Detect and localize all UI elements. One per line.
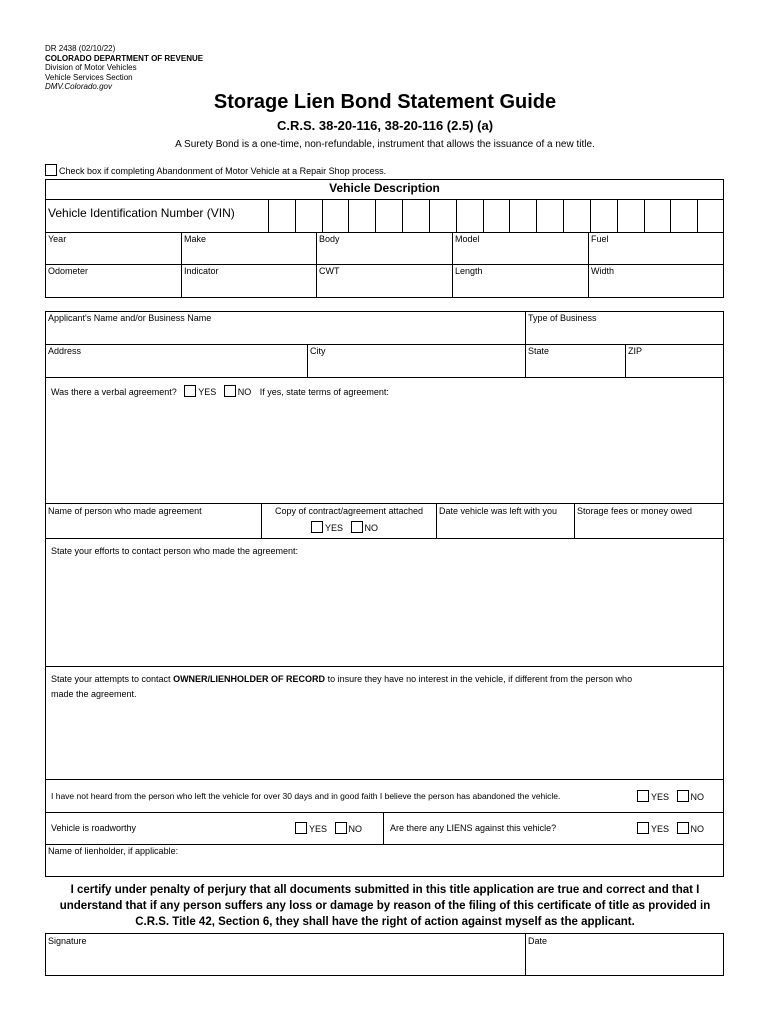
verbal-no-label: NO: [237, 387, 252, 397]
roadworthy-no-checkbox[interactable]: [335, 822, 347, 834]
applicant-name-field[interactable]: Applicant's Name and/or Business Name: [48, 313, 212, 323]
abandonment-checkbox[interactable]: [45, 164, 57, 176]
odometer-field[interactable]: Odometer: [48, 266, 89, 276]
form-number: DR 2438 (02/10/22): [45, 44, 116, 53]
cwt-field[interactable]: CWT: [319, 266, 340, 276]
liens-no-checkbox[interactable]: [677, 822, 689, 834]
agreement-person-field[interactable]: Name of person who made agreement: [48, 506, 202, 516]
vin-input[interactable]: [268, 199, 724, 232]
verbal-yes-checkbox[interactable]: [184, 385, 196, 397]
vin-character-cell[interactable]: [295, 199, 322, 232]
department-name: COLORADO DEPARTMENT OF REVENUE: [45, 53, 204, 63]
fuel-field[interactable]: Fuel: [591, 234, 609, 244]
vin-character-cell[interactable]: [375, 199, 402, 232]
signature-field[interactable]: Signature: [48, 936, 87, 946]
roadworthy-label: Vehicle is roadworthy: [51, 823, 137, 833]
verbal-yes-label: YES: [198, 387, 217, 397]
vin-character-cell[interactable]: [483, 199, 510, 232]
roadworthy-options: [295, 822, 362, 834]
contract-no-checkbox[interactable]: [351, 521, 363, 533]
vin-character-cell[interactable]: [268, 199, 295, 232]
division-name: Division of Motor Vehicles: [45, 63, 137, 72]
owner-attempts-prefix: State your attempts to contact: [51, 674, 174, 684]
roadworthy-yes-checkbox[interactable]: [295, 822, 307, 834]
contract-no-label: NO: [364, 523, 379, 533]
page-subtitle: C.R.S. 38-20-116, 38-20-116 (2.5) (a): [276, 118, 494, 133]
width-field[interactable]: Width: [591, 266, 615, 276]
liens-yes-label: YES: [651, 824, 670, 834]
vin-character-cell[interactable]: [670, 199, 697, 232]
abandoned-statement: I have not heard from the person who left the vehicle for over 30 days and in good faith I believe the person has abandoned the vehicle.: [51, 791, 561, 801]
vin-character-cell[interactable]: [348, 199, 375, 232]
contract-copy-label: Copy of contract/agreement attached: [274, 506, 424, 516]
website: DMV.Colorado.gov: [45, 82, 112, 91]
vin-character-cell[interactable]: [590, 199, 617, 232]
liens-question: Are there any LIENS against this vehicle?: [390, 823, 557, 833]
abandonment-check-row: [45, 164, 386, 176]
form-header: [45, 44, 203, 92]
vin-label: Vehicle Identification Number (VIN): [48, 206, 235, 220]
liens-options: [637, 822, 704, 834]
year-field[interactable]: Year: [48, 234, 67, 244]
certification-statement: I certify under penalty of perjury that all documents submitted in this title application are true and correct and that I understand that if any person suffers any loss or damage by reason of the filing of this certificate of title as provided in C.R.S. Title 42, Section 6, they shall have the right of action against myself as the applicant.: [59, 884, 711, 928]
contract-yes-checkbox[interactable]: [311, 521, 323, 533]
abandoned-options: [637, 790, 704, 802]
lienholder-name-field[interactable]: Name of lienholder, if applicable:: [48, 846, 179, 856]
verbal-no-checkbox[interactable]: [224, 385, 236, 397]
abandoned-no-checkbox[interactable]: [677, 790, 689, 802]
vehicle-description-section: [45, 179, 724, 298]
contract-yes-label: YES: [325, 523, 344, 533]
liens-yes-checkbox[interactable]: [637, 822, 649, 834]
owner-lienholder-text: OWNER/LIENHOLDER OF RECORD: [173, 674, 326, 684]
section-name: Vehicle Services Section: [45, 72, 133, 82]
vin-character-cell[interactable]: [402, 199, 429, 232]
owner-attempts-suffix: to insure they have no interest in the vehicle, if different from the person who: [325, 674, 633, 684]
vin-character-cell[interactable]: [429, 199, 456, 232]
vin-character-cell[interactable]: [697, 199, 724, 232]
make-field[interactable]: Make: [184, 234, 207, 244]
signature-section: [45, 933, 724, 976]
address-field[interactable]: Address: [48, 346, 82, 356]
model-field[interactable]: Model: [455, 234, 480, 244]
owner-attempts-line2: made the agreement.: [51, 689, 137, 699]
liens-no-label: NO: [690, 824, 705, 834]
date-left-field[interactable]: Date vehicle was left with you: [439, 506, 558, 516]
contact-efforts-area[interactable]: [48, 560, 720, 660]
state-field[interactable]: State: [528, 346, 550, 356]
vin-character-cell[interactable]: [509, 199, 536, 232]
page-title: Storage Lien Bond Statement Guide: [213, 91, 557, 113]
vin-character-cell[interactable]: [536, 199, 563, 232]
storage-fees-field[interactable]: Storage fees or money owed: [577, 506, 693, 516]
body-field[interactable]: Body: [319, 234, 340, 244]
vin-character-cell[interactable]: [563, 199, 590, 232]
vin-character-cell[interactable]: [644, 199, 671, 232]
abandonment-check-label: Check box if completing Abandonment of Motor Vehicle at a Repair Shop process.: [59, 166, 387, 176]
zip-field[interactable]: ZIP: [628, 346, 643, 356]
abandoned-no-label: NO: [690, 792, 705, 802]
owner-attempts-area[interactable]: [48, 705, 720, 775]
owner-attempts-label: [51, 672, 719, 702]
vehicle-description-heading: Vehicle Description: [329, 181, 440, 195]
vin-character-cell[interactable]: [617, 199, 644, 232]
abandoned-yes-label: YES: [651, 792, 670, 802]
verbal-terms-area[interactable]: [48, 400, 720, 500]
contact-efforts-label: State your efforts to contact person who made the agreement:: [51, 546, 298, 556]
verbal-terms-label: If yes, state terms of agreement:: [259, 387, 389, 397]
intro-text: A Surety Bond is a one-time, non-refundable, instrument that allows the issuance of a new title.: [175, 139, 595, 150]
contract-copy-options: [311, 521, 378, 533]
abandoned-yes-checkbox[interactable]: [637, 790, 649, 802]
roadworthy-no-label: NO: [348, 824, 363, 834]
roadworthy-yes-label: YES: [309, 824, 328, 834]
indicator-field[interactable]: Indicator: [184, 266, 219, 276]
vin-character-cell[interactable]: [456, 199, 483, 232]
length-field[interactable]: Length: [455, 266, 483, 276]
city-field[interactable]: City: [310, 346, 326, 356]
date-field[interactable]: Date: [528, 936, 548, 946]
business-type-field[interactable]: Type of Business: [528, 313, 597, 323]
vin-character-cell[interactable]: [322, 199, 349, 232]
verbal-agreement-row: [51, 385, 389, 397]
verbal-agreement-question: Was there a verbal agreement?: [51, 387, 177, 397]
